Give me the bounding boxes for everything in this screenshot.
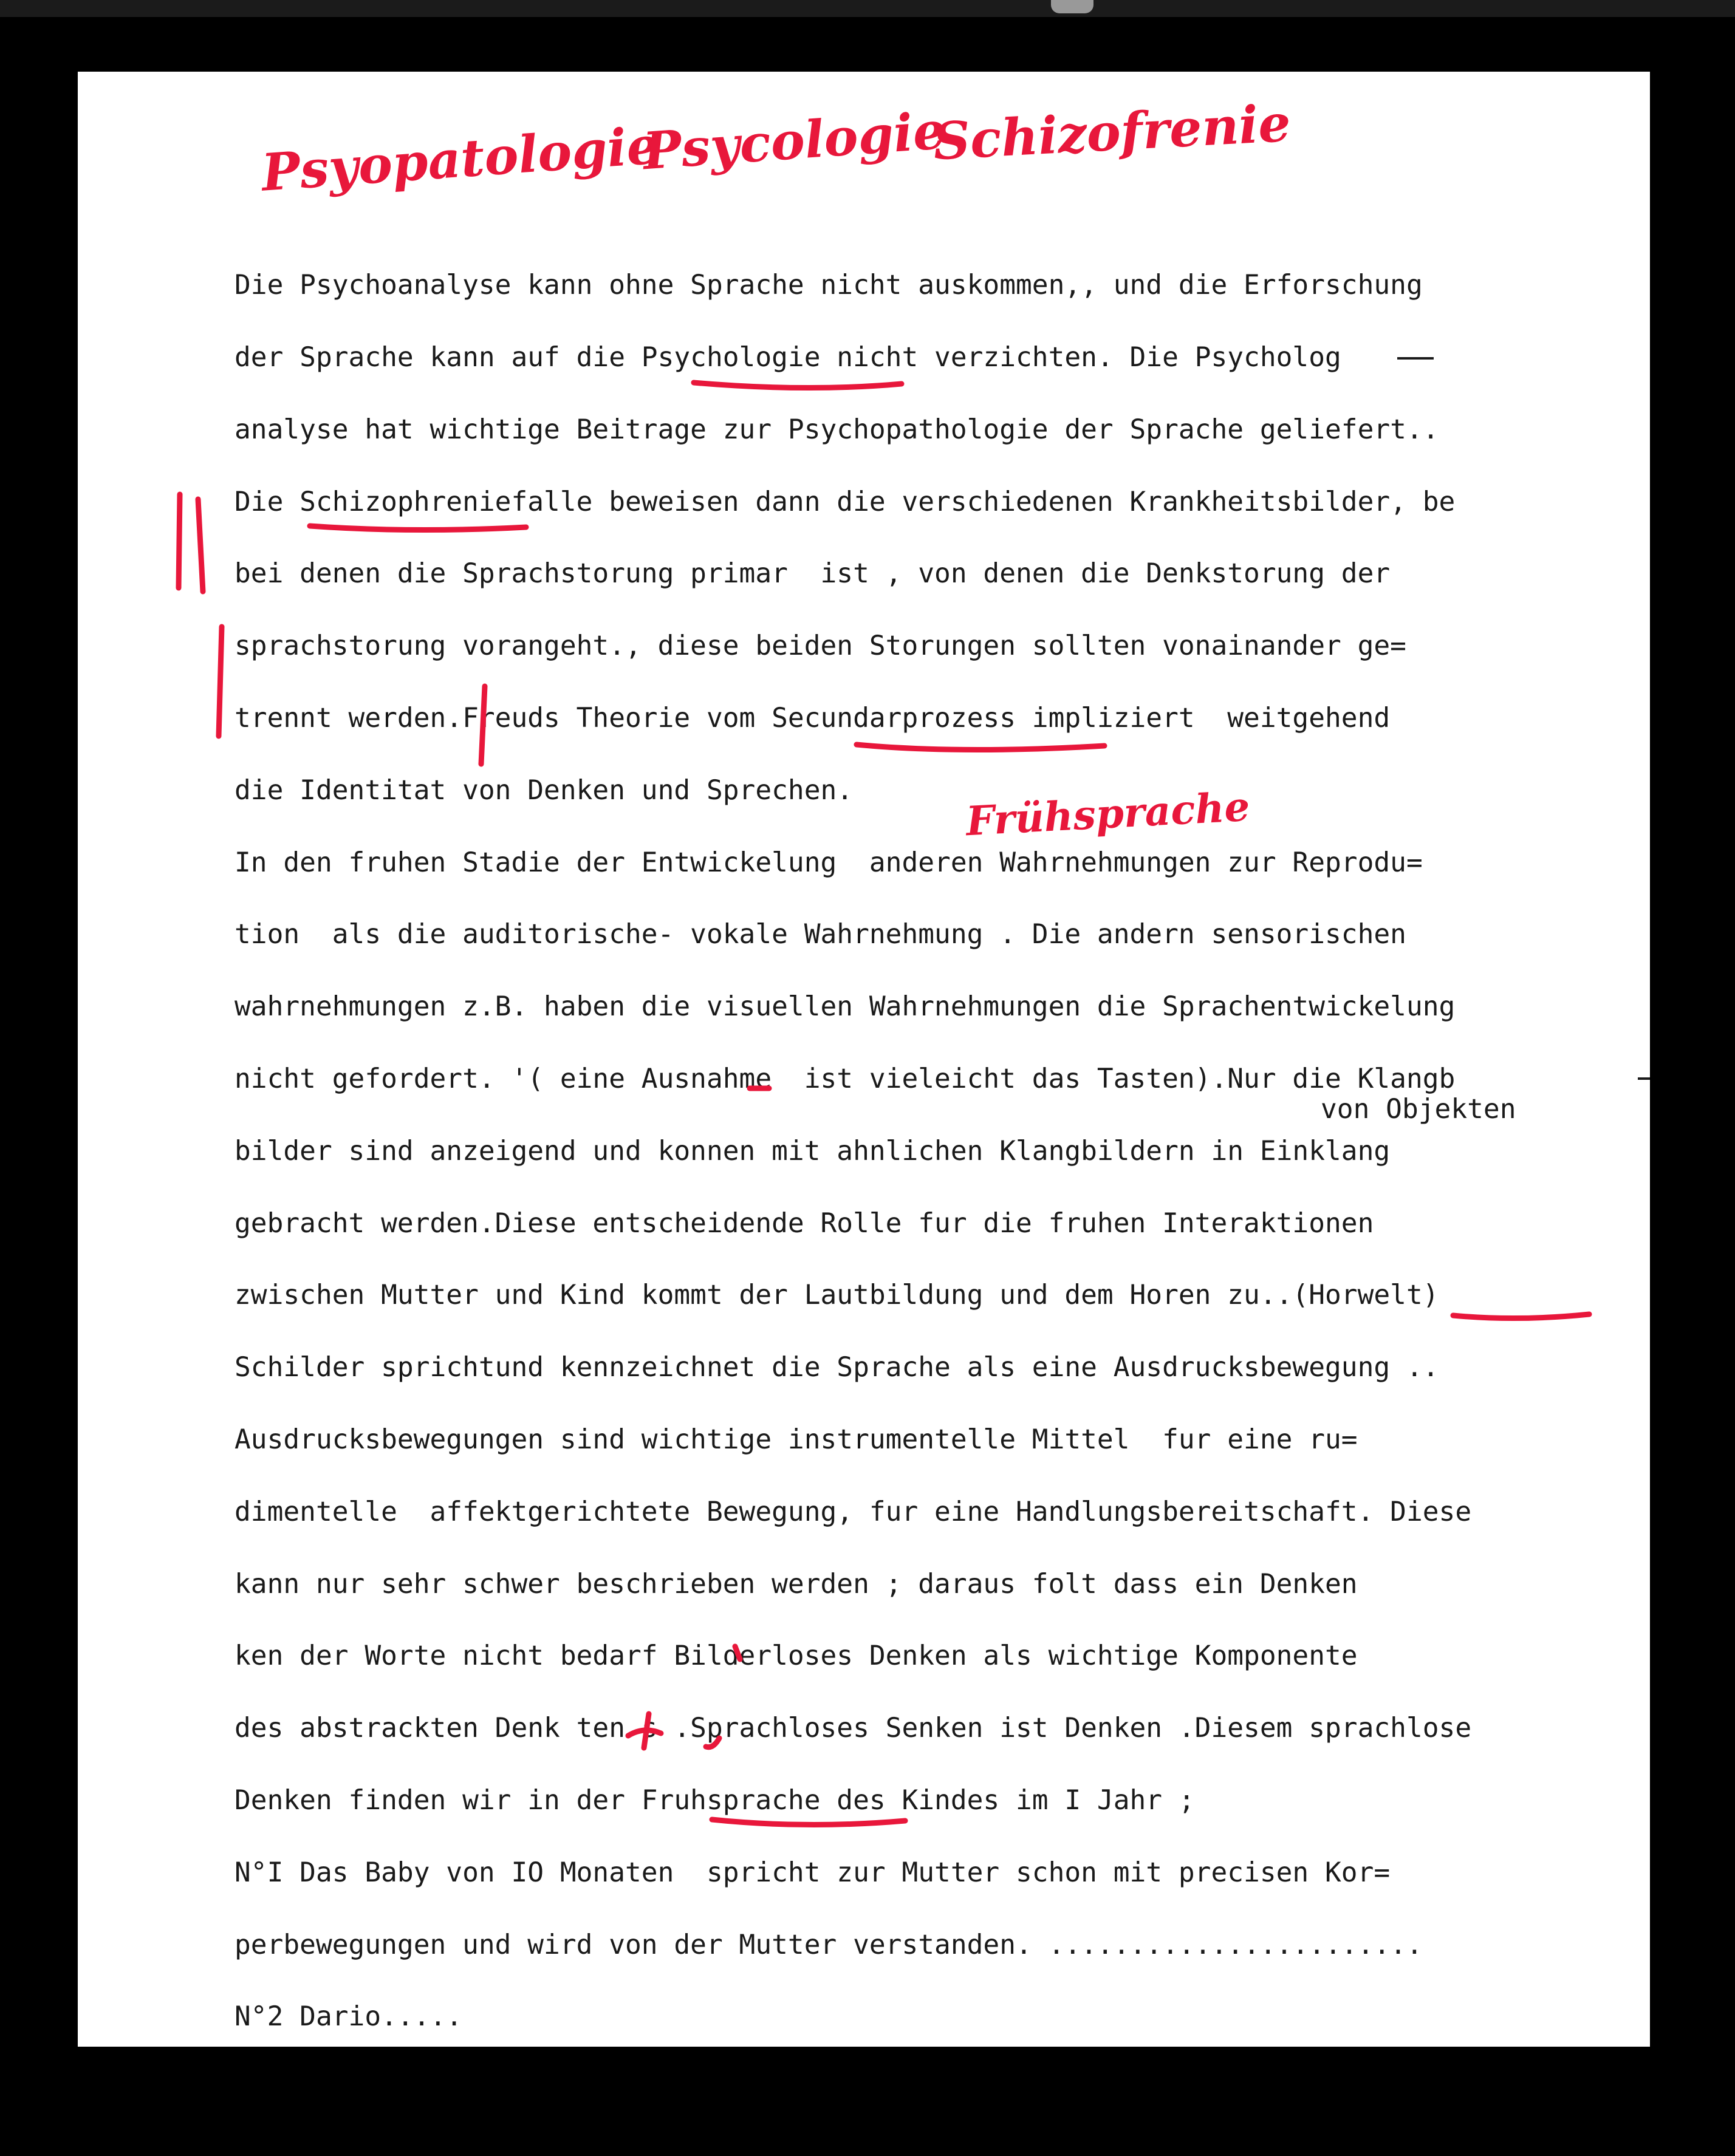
typewritten-page [78,72,1650,2047]
typed-line-4: Die Schizophreniefalle beweisen dann die verschiedenen Krankheitsbilder, be [234,486,1456,517]
typed-line-15: zwischen Mutter und Kind kommt der Lautbildung und dem Horen zu..(Horwelt) [234,1280,1439,1311]
typed-line-23: N°I Das Baby von IO Monaten spricht zur Mutter schon mit precisen Kor= [234,1857,1391,1888]
typed-line-19: kann nur sehr schwer beschrieben werden ; daraus folt dass ein Denken [234,1569,1358,1600]
typed-line-7: trennt werden.Freuds Theorie vom Secundarprozess impliziert weitgehend [234,703,1391,734]
typed-line-10: tion als die auditorische- vokale Wahrnehmung . Die andern sensorischen [234,919,1406,950]
handwritten-note-psyopatologie: Psyopatologie [259,115,661,203]
margin-bar-1a [179,494,180,588]
margin-bar-2 [219,627,222,736]
typed-line-25: N°2 Dario..... [234,2001,463,2032]
typed-line-16: Schilder sprichtund kennzeichnet die Sprache als eine Ausdrucksbewegung .. [234,1352,1439,1383]
typed-line-8: die Identitat von Denken und Sprechen. [234,775,854,806]
caret-werden [481,686,485,764]
typed-line-11: wahrnehmungen z.B. haben die visuellen Wahrnehmungen die Sprachentwickelung [234,991,1456,1022]
margin-bar-1b [198,499,203,592]
scan-top-edge [0,0,1735,17]
typed-line-3: analyse hat wichtige Beitrage zur Psychopathologie der Sprache geliefert.. [234,414,1439,445]
typed-line-14: gebracht werden.Diese entscheidende Rolle fur die fruhen Interaktionen [234,1208,1374,1239]
typed-line-13: bilder sind anzeigend und konnen mit ahnlichen Klangbildern in Einklang [234,1136,1391,1167]
typed-line-6: sprachstorung vorangeht., diese beiden Storungen sollten vonainander ge= [234,630,1406,661]
typed-line-24: perbewegungen und wird von der Mutter verstanden. ....................... [234,1929,1423,1960]
handwritten-insert-fruhsprache: Frühsprache [965,782,1251,845]
typed-line-1: Die Psychoanalyse kann ohne Sprache nicht auskommen,, und die Erforschung [234,270,1423,301]
typed-interlinear-insert: von Objekten [1321,1094,1516,1125]
typed-line-12: nicht gefordert. '( eine Ausnahme ist vieleicht das Tasten).Nur die Klangb [234,1063,1456,1094]
typed-line-22: Denken finden wir in der Fruhsprache des Kindes im I Jahr ; [234,1785,1195,1816]
underline-schizophreniefalle [310,526,526,530]
underline-fruhsprache [712,1820,905,1825]
typed-line-18: dimentelle affektgerichtete Bewegung, fur eine Handlungsbereitschaft. Diese [234,1496,1472,1527]
typed-line-2: der Sprache kann auf die Psychologie nicht verzichten. Die Psycholog [234,342,1341,373]
typed-line-9: In den fruhen Stadie der Entwickelung anderen Wahrnehmungen zur Reprodu= [234,847,1423,878]
tick-bedarf [735,1646,740,1659]
underline-horwelt [1453,1314,1589,1319]
typed-line-21: des abstrackten Denk ten s .Sprachloses Senken ist Denken .Diesem sprachlose [234,1713,1472,1744]
underline-psychologie [694,383,902,388]
red-pen-marks [78,72,1650,2047]
typed-line-17: Ausdrucksbewegungen sind wichtige instrumentelle Mittel fur eine ru= [234,1424,1358,1455]
binder-clip [1051,0,1093,13]
underline-secundarprozess [857,745,1104,750]
typed-line-5: bei denen die Sprachstorung primar ist , von denen die Denkstorung der [234,558,1391,589]
mark-denk-ten-b [644,1714,649,1748]
typed-line-20: ken der Worte nicht bedarf Bilderloses Denken als wichtige Komponente [234,1640,1358,1671]
handwritten-note-schizofrenie: Schizofrenie [931,92,1292,172]
mark-ten-s [706,1738,719,1747]
handwritten-note-psycologie: Psycologie [641,100,948,182]
